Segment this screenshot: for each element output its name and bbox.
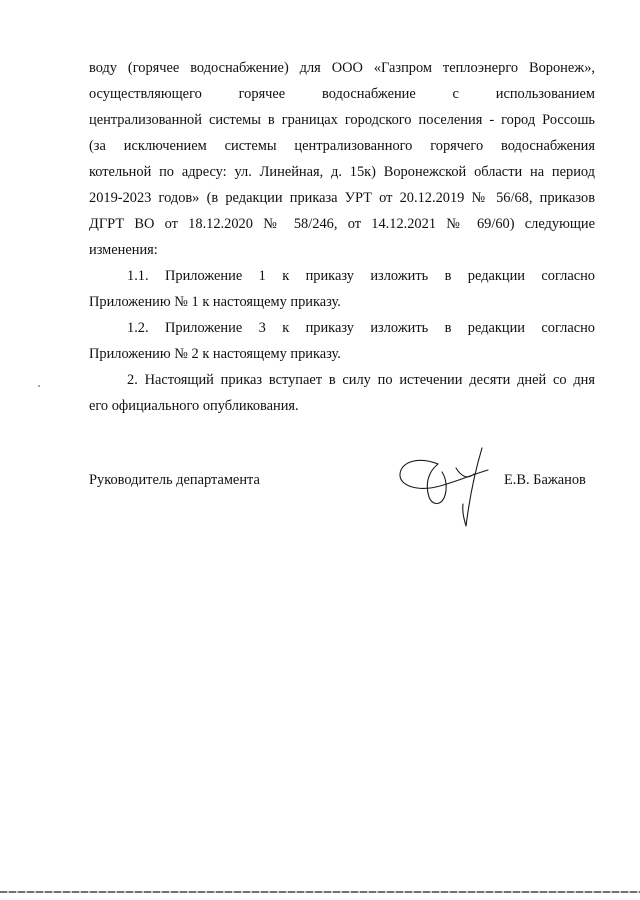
clause-1-2-line: Приложению № 2 к настоящему приказу. — [89, 346, 341, 362]
position-title: Руководитель департамента — [89, 472, 260, 488]
document-body — [89, 55, 595, 419]
body-line: изменения: — [89, 242, 158, 258]
body-line: осуществляющего горячее водоснабжение с использованием — [89, 86, 595, 102]
handwritten-signature — [398, 442, 498, 530]
scan-edge-line — [0, 891, 640, 893]
body-line: централизованной системы в границах городского поселения - город Россошь — [89, 112, 595, 128]
clause-1-2-line: 1.2. Приложение 3 к приказу изложить в редакции согласно — [127, 320, 595, 336]
clause-2-line: 2. Настоящий приказ вступает в силу по истечении десяти дней со дня — [127, 372, 595, 388]
clause-1-1-line: Приложению № 1 к настоящему приказу. — [89, 294, 341, 310]
scan-speck — [38, 385, 40, 387]
clause-2-line: его официального опубликования. — [89, 398, 299, 414]
clause-1-1-line: 1.1. Приложение 1 к приказу изложить в редакции согласно — [127, 268, 595, 284]
body-line: ДГРТ ВО от 18.12.2020 № 58/246, от 14.12.2021 № 69/60) следующие — [89, 216, 595, 232]
body-line: воду (горячее водоснабжение) для ООО «Газпром теплоэнерго Воронеж», — [89, 60, 595, 76]
body-line: 2019-2023 годов» (в редакции приказа УРТ от 20.12.2019 № 56/68, приказов — [89, 190, 595, 206]
body-line: котельной по адресу: ул. Линейная, д. 15к) Воронежской области на период — [89, 164, 595, 180]
signatory-name: Е.В. Бажанов — [504, 472, 586, 488]
body-line: (за исключением системы централизованного горячего водоснабжения — [89, 138, 595, 154]
